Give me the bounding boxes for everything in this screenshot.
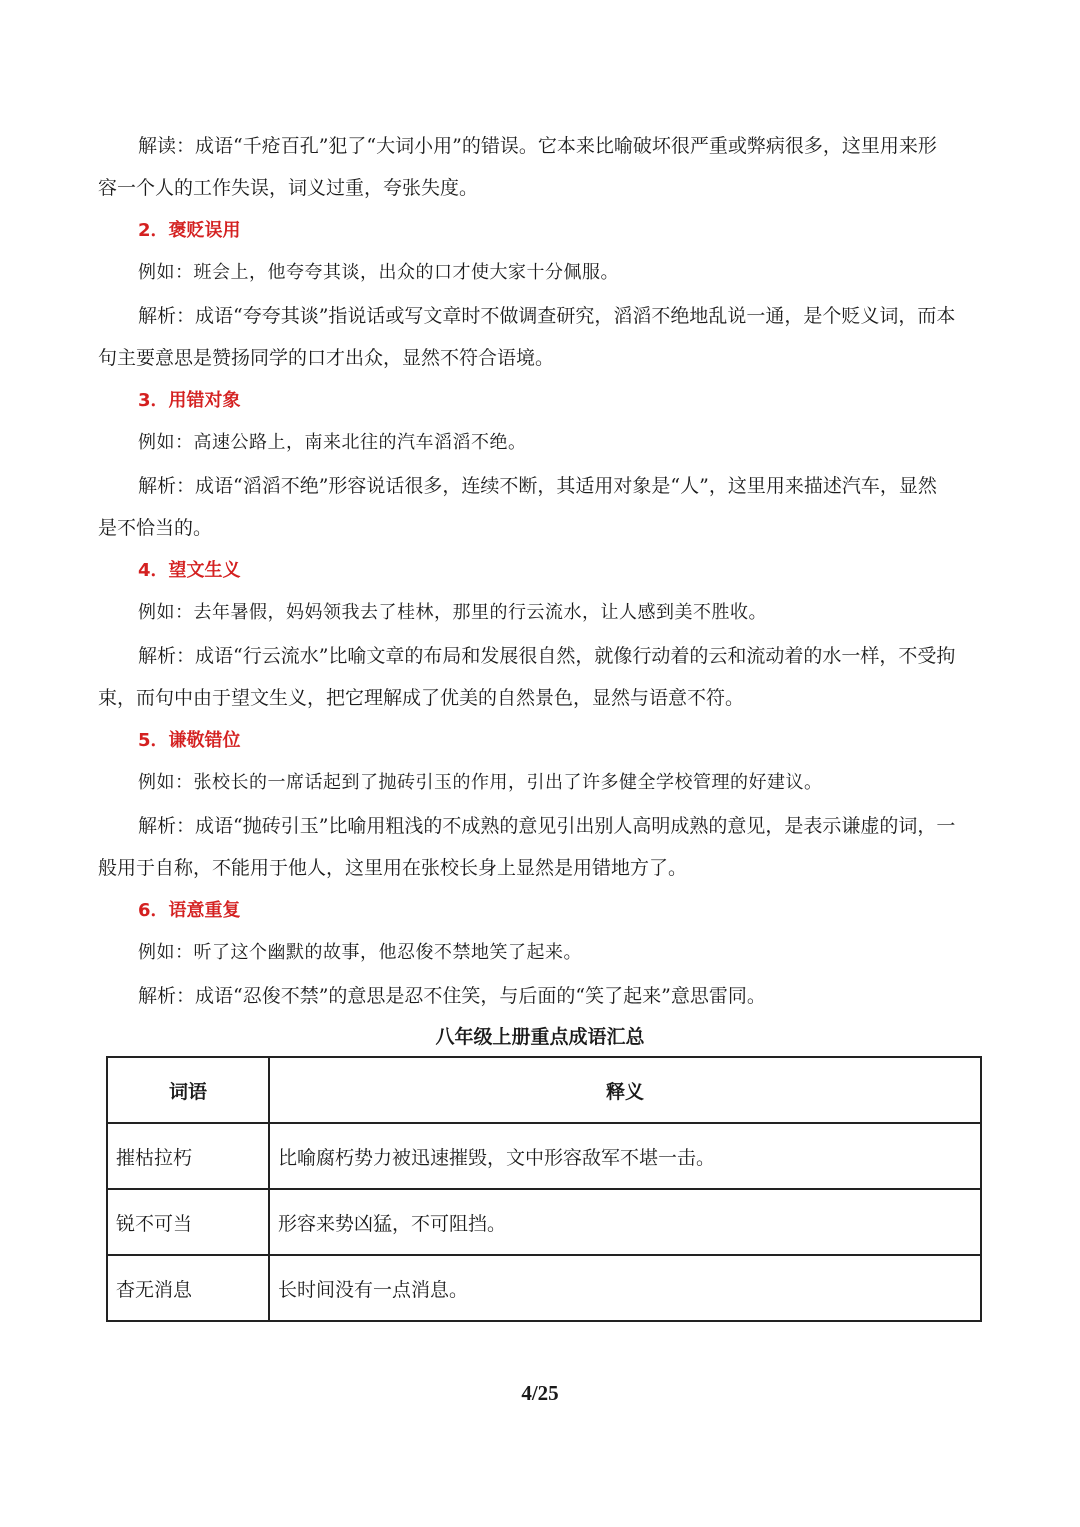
table-cell-meaning: 比喻腐朽势力被迅速摧毁，文中形容敌军不堪一击。 [269, 1123, 981, 1189]
table-cell-word: 摧枯拉朽 [107, 1123, 269, 1189]
section-2-analysis-line-2: 句主要意思是赞扬同学的口才出众，显然不符合语境。 [98, 347, 555, 369]
section-5-analysis-line-1: 解析：成语“抛砖引玉”比喻用粗浅的不成熟的意见引出别人高明成熟的意见，是表示谦虚的词，一 [138, 815, 956, 837]
column-header-word: 词语 [107, 1057, 269, 1123]
section-4-heading: 4．望文生义 [138, 560, 241, 581]
table-header-row [107, 1057, 981, 1123]
table-cell-word: 锐不可当 [107, 1189, 269, 1255]
section-6-analysis-line-1: 解析：成语“忍俊不禁”的意思是忍不住笑，与后面的“笑了起来”意思雷同。 [138, 985, 766, 1007]
section-1-analysis-line-2: 容一个人的工作失误，词义过重，夸张失度。 [98, 177, 479, 199]
table-title: 八年级上册重点成语汇总 [435, 1026, 645, 1048]
section-4-example: 例如：去年暑假，妈妈领我去了桂林，那里的行云流水，让人感到美不胜收。 [138, 602, 767, 623]
section-5-heading: 5．谦敬错位 [138, 730, 241, 751]
section-2-heading: 2．褒贬误用 [138, 220, 241, 241]
section-5-example: 例如：张校长的一席话起到了抛砖引玉的作用，引出了许多健全学校管理的好建议。 [138, 772, 823, 793]
section-5-analysis-line-2: 般用于自称，不能用于他人，这里用在张校长身上显然是用错地方了。 [98, 857, 688, 879]
column-header-meaning: 释义 [269, 1057, 981, 1123]
table-row [107, 1123, 981, 1189]
section-1-analysis-line-1: 解读：成语“千疮百孔”犯了“大词小用”的错误。它本来比喻破坏很严重或弊病很多，这里用来形 [138, 135, 937, 157]
section-3-analysis-line-1: 解析：成语“滔滔不绝”形容说话很多，连续不断，其适用对象是“人”，这里用来描述汽车，显然 [138, 475, 937, 497]
section-6-heading: 6．语意重复 [138, 900, 241, 921]
table-cell-meaning: 形容来势凶猛，不可阻挡。 [269, 1189, 981, 1255]
section-2-analysis-line-1: 解析：成语“夸夸其谈”指说话或写文章时不做调查研究，滔滔不绝地乱说一通，是个贬义词，而本 [138, 305, 956, 327]
table-row [107, 1189, 981, 1255]
section-3-example: 例如：高速公路上，南来北往的汽车滔滔不绝。 [138, 432, 527, 453]
section-3-heading: 3．用错对象 [138, 390, 241, 411]
section-2-example: 例如：班会上，他夸夸其谈，出众的口才使大家十分佩服。 [138, 262, 619, 283]
page-number: 4/25 [521, 1381, 559, 1405]
section-3-analysis-line-2: 是不恰当的。 [98, 517, 213, 539]
section-4-analysis-line-1: 解析：成语“行云流水”比喻文章的布局和发展很自然，就像行动着的云和流动着的水一样，不受拘 [138, 645, 956, 667]
table-row [107, 1255, 981, 1321]
table-cell-meaning: 长时间没有一点消息。 [269, 1255, 981, 1321]
section-6-example: 例如：听了这个幽默的故事，他忍俊不禁地笑了起来。 [138, 942, 582, 963]
table-cell-word: 杳无消息 [107, 1255, 269, 1321]
section-4-analysis-line-2: 束，而句中由于望文生义，把它理解成了优美的自然景色，显然与语意不符。 [98, 687, 745, 709]
idiom-table [106, 1056, 982, 1322]
